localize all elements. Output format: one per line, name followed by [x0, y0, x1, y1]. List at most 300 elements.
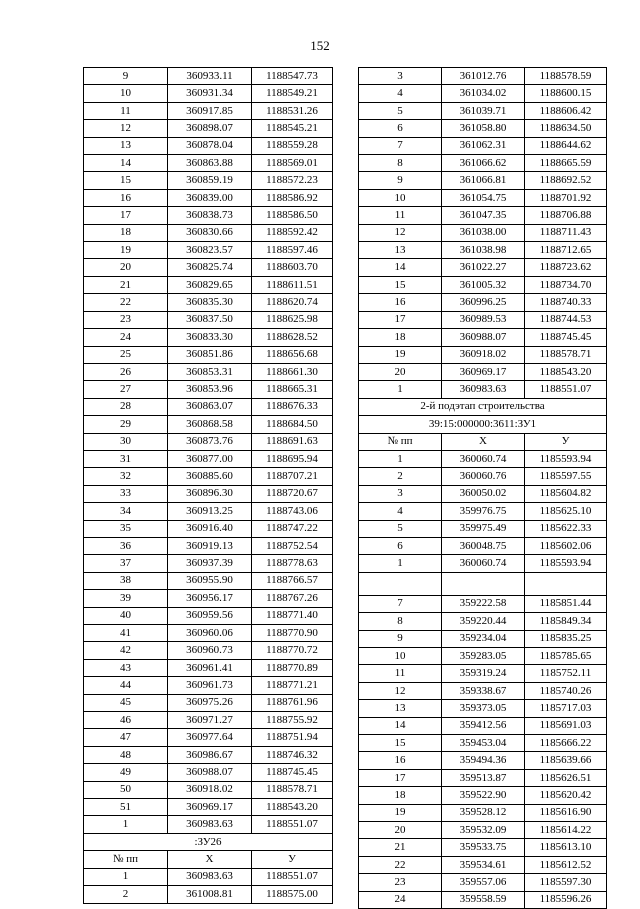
- y-coordinate-cell: 1188707.21: [252, 468, 333, 485]
- point-number-cell: 9: [84, 68, 168, 85]
- point-number-cell: 7: [359, 595, 442, 612]
- y-coordinate-cell: 1185616.90: [525, 804, 607, 821]
- y-coordinate-cell: 1188744.53: [525, 311, 607, 328]
- point-number-cell: 2: [84, 886, 168, 903]
- point-number-cell: 37: [84, 555, 168, 572]
- point-number-cell: 1: [359, 555, 442, 572]
- y-coordinate-cell: 1188676.33: [252, 398, 333, 415]
- point-number-cell: 44: [84, 677, 168, 694]
- table-row: [359, 85, 607, 102]
- x-coordinate-cell: 359283.05: [442, 648, 525, 665]
- y-coordinate-cell: 1185691.03: [525, 717, 607, 734]
- table-row: [84, 625, 333, 642]
- y-coordinate-cell: 1185625.10: [525, 503, 607, 520]
- y-coordinate-cell: 1185597.55: [525, 468, 607, 485]
- point-number-cell: 38: [84, 572, 168, 589]
- y-coordinate-cell: 1188723.62: [525, 259, 607, 276]
- x-coordinate-cell: 361039.71: [442, 102, 525, 119]
- parcel-number-title: 39:15:000000:3611:ЗУ1: [359, 416, 607, 433]
- table-row: [84, 677, 333, 694]
- y-coordinate-cell: 1188752.54: [252, 537, 333, 554]
- x-coordinate-cell: 360050.02: [442, 485, 525, 502]
- table-row: [359, 137, 607, 154]
- x-coordinate-cell: 360839.00: [168, 189, 252, 206]
- y-coordinate-cell: 1185851.44: [525, 595, 607, 612]
- point-number-cell: 22: [359, 856, 442, 873]
- table-row: [359, 735, 607, 752]
- y-coordinate-cell: 1188691.63: [252, 433, 333, 450]
- table-row: [84, 590, 333, 607]
- table-row: [359, 595, 607, 612]
- table-row: [84, 433, 333, 450]
- table-row: [359, 329, 607, 346]
- x-coordinate-cell: 360919.13: [168, 537, 252, 554]
- y-coordinate-cell: 1188665.59: [525, 155, 607, 172]
- table-row: [359, 503, 607, 520]
- y-coordinate-cell: 1188644.62: [525, 137, 607, 154]
- point-number-cell: 26: [84, 363, 168, 380]
- y-column-header: У: [252, 851, 333, 868]
- table-row: [359, 648, 607, 665]
- x-coordinate-cell: 360837.50: [168, 311, 252, 328]
- x-coordinate-cell: 359319.24: [442, 665, 525, 682]
- x-coordinate-cell: 360833.30: [168, 329, 252, 346]
- y-coordinate-cell: 1188778.63: [252, 555, 333, 572]
- table-row: [84, 607, 333, 624]
- y-coordinate-cell: 1188547.73: [252, 68, 333, 85]
- point-number-cell: 51: [84, 799, 168, 816]
- y-coordinate-cell: 1185717.03: [525, 700, 607, 717]
- y-coordinate-cell: 1188578.71: [252, 781, 333, 798]
- point-number-cell: 29: [84, 416, 168, 433]
- x-coordinate-cell: 360896.30: [168, 485, 252, 502]
- point-number-cell: 12: [359, 224, 442, 241]
- point-number-cell: 19: [359, 804, 442, 821]
- x-coordinate-cell: 359513.87: [442, 769, 525, 786]
- x-coordinate-cell: 359976.75: [442, 503, 525, 520]
- x-coordinate-cell: 360983.63: [168, 868, 252, 885]
- y-coordinate-cell: 1188549.21: [252, 85, 333, 102]
- table-row: [84, 276, 333, 293]
- x-coordinate-cell: 360937.39: [168, 555, 252, 572]
- empty-row: [359, 572, 607, 595]
- x-coordinate-cell: 360863.88: [168, 155, 252, 172]
- point-number-cell: 2: [359, 468, 442, 485]
- point-number-cell: 18: [359, 787, 442, 804]
- point-number-cell: 40: [84, 607, 168, 624]
- table-row: [359, 520, 607, 537]
- x-coordinate-cell: 360913.25: [168, 503, 252, 520]
- point-number-cell: 33: [84, 485, 168, 502]
- x-coordinate-cell: 360898.07: [168, 120, 252, 137]
- y-coordinate-cell: 1185626.51: [525, 769, 607, 786]
- x-coordinate-cell: 360918.02: [442, 346, 525, 363]
- point-number-cell: 20: [84, 259, 168, 276]
- section-title-row: [359, 398, 607, 415]
- y-coordinate-cell: 1188543.20: [525, 363, 607, 380]
- y-coordinate-cell: 1188578.59: [525, 68, 607, 85]
- point-number-cell: 13: [359, 700, 442, 717]
- y-coordinate-cell: 1188620.74: [252, 294, 333, 311]
- y-coordinate-cell: 1185597.30: [525, 874, 607, 891]
- y-coordinate-cell: 1188770.89: [252, 659, 333, 676]
- table-row: [359, 613, 607, 630]
- y-coordinate-cell: 1185593.94: [525, 450, 607, 467]
- x-coordinate-cell: 360988.07: [168, 764, 252, 781]
- table-row: [359, 769, 607, 786]
- section-title: 2-й подэтап строительства: [359, 398, 607, 415]
- x-coordinate-cell: 360933.11: [168, 68, 252, 85]
- y-coordinate-cell: 1185849.34: [525, 613, 607, 630]
- y-coordinate-cell: 1188665.31: [252, 381, 333, 398]
- y-coordinate-cell: 1188770.90: [252, 625, 333, 642]
- x-coordinate-cell: 360931.34: [168, 85, 252, 102]
- x-coordinate-cell: 360838.73: [168, 207, 252, 224]
- table-row: [84, 207, 333, 224]
- point-number-cell: 4: [359, 85, 442, 102]
- y-coordinate-cell: 1185740.26: [525, 682, 607, 699]
- y-coordinate-cell: 1185596.26: [525, 891, 607, 908]
- point-number-cell: 18: [359, 329, 442, 346]
- x-coordinate-cell: 360878.04: [168, 137, 252, 154]
- y-coordinate-cell: 1188545.21: [252, 120, 333, 137]
- y-coordinate-cell: 1188551.07: [252, 868, 333, 885]
- x-coordinate-cell: 359532.09: [442, 822, 525, 839]
- y-coordinate-cell: 1188755.92: [252, 712, 333, 729]
- y-coordinate-cell: 1188661.30: [252, 363, 333, 380]
- x-coordinate-cell: 360960.06: [168, 625, 252, 642]
- table-header-row: [84, 851, 333, 868]
- point-number-cell: 5: [359, 520, 442, 537]
- x-coordinate-cell: 361066.62: [442, 155, 525, 172]
- point-number-cell: 15: [359, 735, 442, 752]
- y-coordinate-cell: 1188572.23: [252, 172, 333, 189]
- point-number-cell: 14: [359, 717, 442, 734]
- table-row: [359, 555, 607, 572]
- point-number-cell: 35: [84, 520, 168, 537]
- table-row: [359, 700, 607, 717]
- y-coordinate-cell: 1188586.92: [252, 189, 333, 206]
- table-row: [359, 311, 607, 328]
- x-coordinate-cell: 359528.12: [442, 804, 525, 821]
- x-coordinate-cell: 361012.76: [442, 68, 525, 85]
- point-number-cell: 19: [359, 346, 442, 363]
- point-number-cell: 17: [359, 769, 442, 786]
- x-coordinate-cell: 361038.98: [442, 242, 525, 259]
- y-coordinate-cell: 1188766.57: [252, 572, 333, 589]
- table-row: [84, 520, 333, 537]
- table-row: [359, 891, 607, 908]
- y-coordinate-cell: 1188543.20: [252, 799, 333, 816]
- table-row: [359, 537, 607, 554]
- table-row: [359, 787, 607, 804]
- x-coordinate-cell: 360048.75: [442, 537, 525, 554]
- left-coordinates-table: [83, 67, 333, 904]
- table-row: [84, 346, 333, 363]
- table-row: [359, 276, 607, 293]
- x-coordinate-cell: 361005.32: [442, 276, 525, 293]
- table-row: [84, 868, 333, 885]
- table-row: [84, 485, 333, 502]
- x-coordinate-cell: 360961.41: [168, 659, 252, 676]
- table-row: [84, 242, 333, 259]
- table-row: [84, 259, 333, 276]
- table-row: [84, 503, 333, 520]
- y-coordinate-cell: 1185620.42: [525, 787, 607, 804]
- table-row: [84, 781, 333, 798]
- x-coordinate-cell: 359558.59: [442, 891, 525, 908]
- x-coordinate-cell: 359373.05: [442, 700, 525, 717]
- point-number-cell: 15: [359, 276, 442, 293]
- x-coordinate-cell: 361047.35: [442, 207, 525, 224]
- x-coordinate-cell: 361034.02: [442, 85, 525, 102]
- table-row: [359, 207, 607, 224]
- table-row: [84, 311, 333, 328]
- x-coordinate-cell: 361058.80: [442, 120, 525, 137]
- table-row: [359, 485, 607, 502]
- x-coordinate-cell: 360996.25: [442, 294, 525, 311]
- y-coordinate-cell: 1188600.15: [525, 85, 607, 102]
- point-number-cell: 9: [359, 172, 442, 189]
- point-number-cell: 36: [84, 537, 168, 554]
- point-number-cell: 19: [84, 242, 168, 259]
- x-coordinate-cell: 360971.27: [168, 712, 252, 729]
- x-coordinate-cell: 359234.04: [442, 630, 525, 647]
- y-coordinate-cell: 1188592.42: [252, 224, 333, 241]
- x-coordinate-cell: 359534.61: [442, 856, 525, 873]
- y-coordinate-cell: 1188761.96: [252, 694, 333, 711]
- y-coordinate-cell: 1188597.46: [252, 242, 333, 259]
- y-coordinate-cell: 1188747.22: [252, 520, 333, 537]
- table-row: [84, 746, 333, 763]
- x-coordinate-cell: 359453.04: [442, 735, 525, 752]
- table-row: [84, 659, 333, 676]
- x-coordinate-cell: 360060.74: [442, 450, 525, 467]
- point-number-cell: 45: [84, 694, 168, 711]
- point-number-cell: 41: [84, 625, 168, 642]
- x-coordinate-cell: 359522.90: [442, 787, 525, 804]
- x-coordinate-cell: 360916.40: [168, 520, 252, 537]
- empty-cell: [525, 572, 607, 595]
- point-number-cell: 30: [84, 433, 168, 450]
- x-coordinate-cell: 359338.67: [442, 682, 525, 699]
- x-coordinate-cell: 360859.19: [168, 172, 252, 189]
- point-number-cell: 1: [84, 868, 168, 885]
- y-coordinate-cell: 1185602.06: [525, 537, 607, 554]
- point-number-cell: 17: [84, 207, 168, 224]
- y-coordinate-cell: 1188628.52: [252, 329, 333, 346]
- point-number-cell: 25: [84, 346, 168, 363]
- y-coordinate-cell: 1188745.45: [252, 764, 333, 781]
- point-number-cell: 23: [359, 874, 442, 891]
- table-row: [359, 381, 607, 398]
- y-coordinate-cell: 1188569.01: [252, 155, 333, 172]
- x-coordinate-cell: 360868.58: [168, 416, 252, 433]
- x-coordinate-cell: 360986.67: [168, 746, 252, 763]
- y-coordinate-cell: 1188712.65: [525, 242, 607, 259]
- table-row: [359, 346, 607, 363]
- table-row: [84, 416, 333, 433]
- x-coordinate-cell: 360853.96: [168, 381, 252, 398]
- x-coordinate-cell: 360853.31: [168, 363, 252, 380]
- table-row: [359, 259, 607, 276]
- point-number-cell: 8: [359, 155, 442, 172]
- x-coordinate-cell: 360830.66: [168, 224, 252, 241]
- table-row: [359, 120, 607, 137]
- point-number-cell: 23: [84, 311, 168, 328]
- point-number-cell: 5: [359, 102, 442, 119]
- point-number-cell: 20: [359, 363, 442, 380]
- point-number-cell: 8: [359, 613, 442, 630]
- y-coordinate-cell: 1188551.07: [252, 816, 333, 833]
- x-coordinate-cell: 360969.17: [168, 799, 252, 816]
- point-number-cell: 11: [359, 207, 442, 224]
- table-row: [84, 102, 333, 119]
- x-coordinate-cell: 360885.60: [168, 468, 252, 485]
- parcel-number-title-row: [359, 416, 607, 433]
- y-coordinate-cell: 1188531.26: [252, 102, 333, 119]
- table-row: [359, 102, 607, 119]
- x-coordinate-cell: 360969.17: [442, 363, 525, 380]
- point-number-cell: 48: [84, 746, 168, 763]
- point-number-cell: 17: [359, 311, 442, 328]
- x-coordinate-cell: 360960.73: [168, 642, 252, 659]
- y-coordinate-cell: 1185612.52: [525, 856, 607, 873]
- y-coordinate-cell: 1188706.88: [525, 207, 607, 224]
- x-coordinate-cell: 360918.02: [168, 781, 252, 798]
- x-coordinate-cell: 361038.00: [442, 224, 525, 241]
- point-number-cell: 31: [84, 450, 168, 467]
- x-coordinate-cell: 359494.36: [442, 752, 525, 769]
- y-coordinate-cell: 1188695.94: [252, 450, 333, 467]
- x-coordinate-cell: 360983.63: [168, 816, 252, 833]
- y-coordinate-cell: 1185622.33: [525, 520, 607, 537]
- table-row: [359, 294, 607, 311]
- point-number-cell: 13: [359, 242, 442, 259]
- y-coordinate-cell: 1185593.94: [525, 555, 607, 572]
- table-row: [84, 398, 333, 415]
- point-number-cell: 14: [84, 155, 168, 172]
- section-title-row: [84, 833, 333, 850]
- point-number-cell: 1: [359, 450, 442, 467]
- y-coordinate-cell: 1188771.40: [252, 607, 333, 624]
- point-number-cell: 47: [84, 729, 168, 746]
- point-number-cell: 14: [359, 259, 442, 276]
- y-coordinate-cell: 1188606.42: [525, 102, 607, 119]
- y-coordinate-cell: 1188745.45: [525, 329, 607, 346]
- y-coordinate-cell: 1188656.68: [252, 346, 333, 363]
- y-coordinate-cell: 1185666.22: [525, 735, 607, 752]
- y-coordinate-cell: 1188684.50: [252, 416, 333, 433]
- x-coordinate-cell: 360877.00: [168, 450, 252, 467]
- table-row: [359, 242, 607, 259]
- x-coordinate-cell: 360955.90: [168, 572, 252, 589]
- point-number-cell: 4: [359, 503, 442, 520]
- point-number-cell: 6: [359, 120, 442, 137]
- table-row: [84, 572, 333, 589]
- point-number-cell: 15: [84, 172, 168, 189]
- table-row: [359, 630, 607, 647]
- y-coordinate-cell: 1188634.50: [525, 120, 607, 137]
- y-coordinate-cell: 1188625.98: [252, 311, 333, 328]
- point-number-cell: 16: [359, 752, 442, 769]
- point-number-cell: 16: [84, 189, 168, 206]
- y-coordinate-cell: 1188770.72: [252, 642, 333, 659]
- y-coordinate-cell: 1185614.22: [525, 822, 607, 839]
- table-row: [84, 694, 333, 711]
- x-coordinate-cell: 360823.57: [168, 242, 252, 259]
- point-number-cell: 21: [84, 276, 168, 293]
- table-row: [359, 224, 607, 241]
- x-coordinate-cell: 361054.75: [442, 189, 525, 206]
- table-row: [84, 450, 333, 467]
- x-column-header: X: [168, 851, 252, 868]
- table-row: [359, 804, 607, 821]
- section-title: :ЗУ26: [84, 833, 333, 850]
- point-number-cell: 1: [359, 381, 442, 398]
- x-coordinate-cell: 359222.58: [442, 595, 525, 612]
- point-number-cell: 12: [359, 682, 442, 699]
- y-coordinate-cell: 1188611.51: [252, 276, 333, 293]
- point-number-cell: 10: [359, 189, 442, 206]
- table-row: [84, 729, 333, 746]
- point-number-cell: 7: [359, 137, 442, 154]
- point-number-cell: 3: [359, 485, 442, 502]
- point-number-cell: 1: [84, 816, 168, 833]
- y-coordinate-cell: 1188603.70: [252, 259, 333, 276]
- table-row: [359, 822, 607, 839]
- table-row: [84, 764, 333, 781]
- table-row: [84, 555, 333, 572]
- point-number-cell: 34: [84, 503, 168, 520]
- number-column-header: № пп: [84, 851, 168, 868]
- table-row: [359, 717, 607, 734]
- x-coordinate-cell: 360956.17: [168, 590, 252, 607]
- y-coordinate-cell: 1188767.26: [252, 590, 333, 607]
- y-coordinate-cell: 1188586.50: [252, 207, 333, 224]
- x-coordinate-cell: 359412.56: [442, 717, 525, 734]
- x-coordinate-cell: 360961.73: [168, 677, 252, 694]
- table-row: [84, 155, 333, 172]
- point-number-cell: 10: [84, 85, 168, 102]
- y-coordinate-cell: 1185752.11: [525, 665, 607, 682]
- y-coordinate-cell: 1188559.28: [252, 137, 333, 154]
- x-coordinate-cell: 360988.07: [442, 329, 525, 346]
- point-number-cell: 49: [84, 764, 168, 781]
- x-column-header: X: [442, 433, 525, 450]
- table-row: [84, 189, 333, 206]
- y-coordinate-cell: 1188551.07: [525, 381, 607, 398]
- table-row: [84, 137, 333, 154]
- point-number-cell: 50: [84, 781, 168, 798]
- table-row: [84, 224, 333, 241]
- point-number-cell: 32: [84, 468, 168, 485]
- table-row: [359, 682, 607, 699]
- table-row: [84, 468, 333, 485]
- table-row: [84, 799, 333, 816]
- table-row: [359, 155, 607, 172]
- table-row: [359, 450, 607, 467]
- x-coordinate-cell: 359975.49: [442, 520, 525, 537]
- point-number-cell: 24: [84, 329, 168, 346]
- point-number-cell: 11: [359, 665, 442, 682]
- y-coordinate-cell: 1188711.43: [525, 224, 607, 241]
- point-number-cell: 3: [359, 68, 442, 85]
- y-coordinate-cell: 1188692.52: [525, 172, 607, 189]
- y-column-header: У: [525, 433, 607, 450]
- x-coordinate-cell: 361066.81: [442, 172, 525, 189]
- point-number-cell: 24: [359, 891, 442, 908]
